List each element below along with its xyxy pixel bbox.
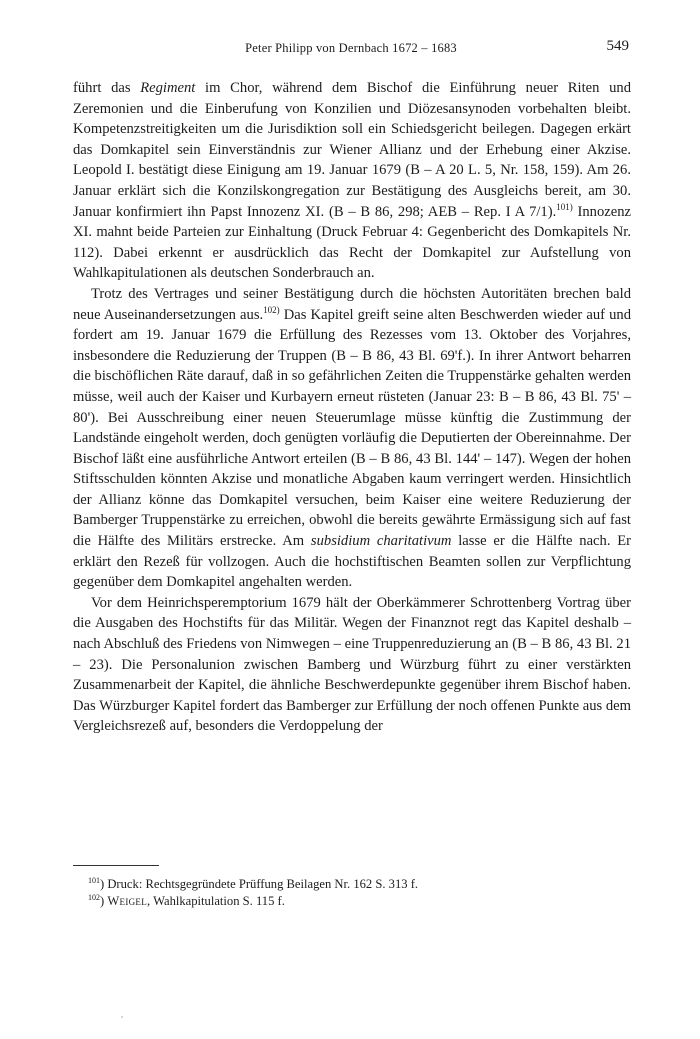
footnotes: [88, 876, 628, 910]
text-run: führt das: [73, 80, 141, 96]
footnote-mark: 102: [88, 893, 100, 902]
footnote-mark: 101: [88, 876, 100, 885]
footnote-text: , Wahlkapitulation S. 115 f.: [147, 894, 285, 908]
scan-speck: [121, 1016, 123, 1018]
paragraph-3: [73, 593, 631, 737]
body-text: [73, 78, 631, 737]
footnote-ref-102: 102): [263, 304, 280, 315]
page-number: 549: [606, 38, 629, 54]
paragraph-2: [73, 284, 631, 593]
text-run: lasse er die Hälfte nach. Er erklärt den Rezeß für vollzogen. Auch die hochstiftischen Beamten sollen zur Verpflichtung gegenüber dem Domkapitel angehalten werden.: [73, 533, 631, 591]
footnote-text: ): [100, 894, 108, 908]
footnote-text: ) Druck: Rechtsgegründete Prüffung Beilagen Nr. 162 S. 313 f.: [100, 877, 419, 891]
page-header: [73, 38, 629, 68]
text-run: Innozenz XI. mahnt beide Parteien zur Einhaltung (Druck Februar 4: Gegenbericht des Domkapitels Nr. 112). Dabei erkennt er ausdrücklich das Recht der Domkapitel zur Aufstellung von Wahlkapitulationen als deutschen Sonderbrauch an.: [73, 203, 631, 282]
footnote-divider: [73, 865, 159, 866]
footnote-ref-101: 101): [556, 201, 573, 212]
paragraph-1: [73, 78, 631, 284]
text-run: Das Kapitel greift seine alten Beschwerden wieder auf und fordert am 19. Januar 1679 die Erfüllung des Rezesses vom 13. Oktober des Vorjahres, insbesondere die Reduzierung der Truppen (B – B 86, 43 Bl. 69'f.). In ihrer Antwort beharren die bischöflichen Räte darauf, daß in so gefährlichen Zeiten die Truppenstärke gehalten werden müsse, weil auch der Kaiser und Kurbayern erneut rüsteten (Januar 23: B – B 86, 43 Bl. 75' – 80'). Bei Ausschreibung einer neuen Steuerumlage müsse künftig die Zustimmung der Landstände eingeholt werden, doch genügten vorläufig die Deputierten der Obereinnahme. Der Bischof läßt eine ausführliche Antwort erteilen (B – B 86, 43 Bl. 144' – 147). Wegen der hohen Stiftsschulden könnten Akzise und monatliche Abgaben kaum verringert werden. Hinsichtlich der Allianz könne das Domkapitel versuchen, beim Kaiser eine weitere Reduzierung der Bamberger Truppenstärke zu erreichen, obwohl die bereits gewährte Ermässigung sich auf fast die Hälfte des Militärs erstrecke. Am: [73, 306, 632, 550]
footnote-101: [88, 876, 628, 893]
running-title: Peter Philipp von Dernbach 1672 – 1683: [245, 41, 457, 55]
text-run: Trotz des Vertrages und seiner Bestätigung durch die höchsten Autoritäten brechen bald neue Auseinandersetzungen aus.: [73, 285, 631, 323]
footnote-author: Weigel: [107, 894, 148, 908]
footnote-102: [88, 893, 628, 910]
italic-term: subsidium charitativum: [310, 533, 452, 550]
text-run: Vor dem Heinrichsperemptorium 1679 hält der Oberkämmerer Schrottenberg Vortrag über die Ausgaben des Hochstifts für das Militär. Wegen der Finanznot regt das Kapitel deshalb – nach Abschluß des Friedens von Nimwegen – eine Truppenreduzierung an (B – B 86, 43 Bl. 21 – 23). Die Personalunion zwischen Bamberg und Würzburg führt zu einer verstärkten Zusammenarbeit der Kapitel, die ähnliche Beschwerdepunkte gegenüber ihrem Bischof haben. Das Würzburger Kapitel fordert das Bamberger zur Erfüllung der noch offenen Punkte aus dem Vergleichsrezeß auf, besonders die Verdoppelung der: [73, 594, 631, 735]
text-run: im Chor, während dem Bischof die Einführung neuer Riten und Zeremonien und die Einberufung von Konzilien und Diözesansynoden vorbehalten bleibt. Kompetenzstreitigkeiten um die Jurisdiktion soll ein Schiedsgericht beilegen. Dagegen erkärt das Domkapitel sein Einverständnis zur Wiener Allianz und der Erhebung einer Akzise. Leopold I. bestätigt diese Einigung am 19. Januar 1679 (B – A 20 L. 5, Nr. 158, 159). Am 26. Januar erklärt sich die Konzilskongregation zur Bestätigung des Ausgleichs bereit, am 30. Januar konfirmiert ihn Papst Innozenz XI. (B – B 86, 298; AEB – Rep. I A 7/1).: [73, 80, 631, 220]
italic-term: Regiment: [140, 80, 196, 96]
